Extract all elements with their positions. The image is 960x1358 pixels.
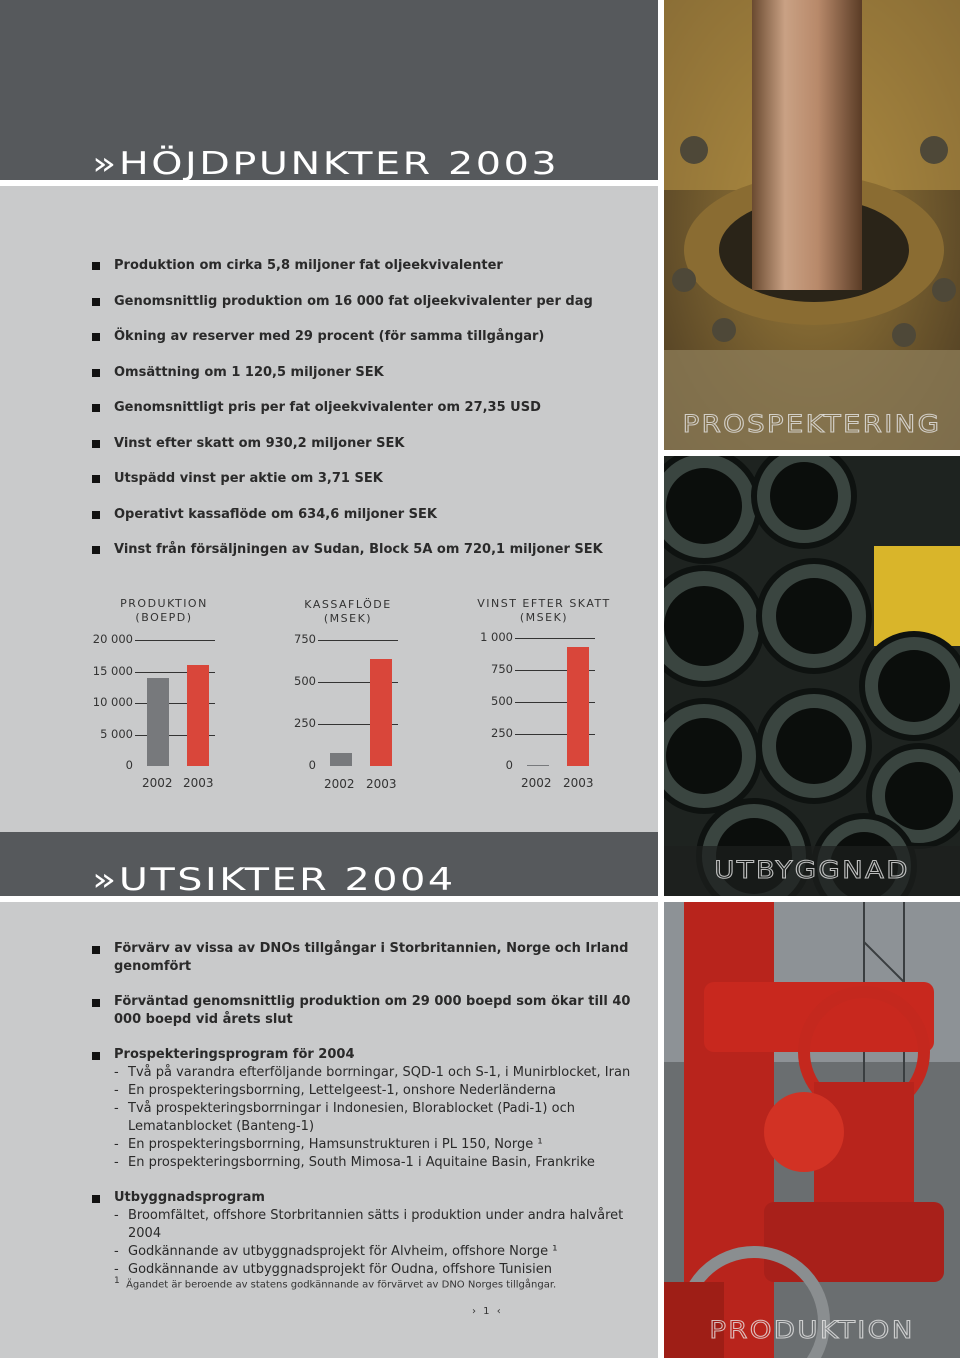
y-tick-label: 1 000 (480, 630, 513, 644)
y-tick-label: 250 (491, 726, 513, 740)
list-item: Utbyggnadsprogram - Broomfältet, offshore Storbritannien sätts i produktion under andra halvåret 2004 - Godkännande av utbyggnadsprojekt för Alvheim, offshore Norge ¹ - Godkännande av utbyggnadsprojekt för Oudna, offshore Tunisien (92, 1189, 652, 1279)
bullet-square-icon (92, 511, 100, 519)
photo-label: PROSPEKTERING (682, 410, 942, 438)
drilling-image (664, 0, 960, 450)
x-tick-label: 2003 (563, 776, 594, 790)
list-item: Vinst efter skatt om 930,2 miljoner SEK (92, 434, 642, 470)
y-tick-label: 5 000 (100, 726, 133, 741)
sub-item: - En prospekteringsborrning, Lettelgeest-1, onshore Nederländerna (114, 1083, 556, 1098)
gridline (135, 640, 215, 641)
outlook-list (92, 940, 652, 1296)
x-tick-label: 2002 (521, 776, 552, 790)
list-item: Produktion om cirka 5,8 miljoner fat oljeekvivalenter (92, 256, 642, 292)
outlook-title: »UTSIKTER 2004 (92, 862, 456, 898)
y-tick-label: 0 (308, 758, 316, 772)
chart-title (100, 597, 228, 625)
list-item: Omsättning om 1 120,5 miljoner SEK (92, 363, 642, 399)
bar-2002 (527, 765, 549, 766)
y-tick-label: 20 000 (92, 632, 133, 646)
bullet-square-icon (92, 475, 100, 483)
y-tick-label: 15 000 (92, 663, 133, 678)
page-number: › 1 ‹ (472, 1306, 503, 1317)
pipes-image (664, 456, 960, 896)
chart-title (280, 598, 416, 626)
highlights-list (92, 256, 642, 576)
bar-2002 (330, 753, 352, 766)
y-tick-label: 750 (491, 662, 513, 676)
list-item: Vinst från försäljningen av Sudan, Block 5A om 720,1 miljoner SEK (92, 540, 642, 576)
chart-subtitle: (BOEPD) (135, 611, 193, 624)
y-tick-label: 0 (505, 758, 513, 772)
list-item: Operativt kassaflöde om 634,6 miljoner SEK (92, 505, 642, 541)
valves-photo (664, 902, 960, 1358)
x-tick-label: 2003 (183, 776, 214, 790)
bullet-square-icon (92, 333, 100, 341)
list-item: Genomsnittligt pris per fat oljeekvivalenter om 27,35 USD (92, 398, 642, 434)
x-tick-label: 2002 (324, 777, 355, 791)
bullet-square-icon (92, 404, 100, 412)
bullet-square-icon (92, 298, 100, 306)
bullet-square-icon (92, 999, 100, 1007)
sub-item: - En prospekteringsborrning, Hamsunstrukturen i PL 150, Norge ¹ (114, 1137, 543, 1152)
sub-item: - Broomfältet, offshore Storbritannien sätts i produktion under andra halvåret 2004 (114, 1208, 624, 1241)
list-item: Prospekteringsprogram för 2004 - Två på varandra efterföljande borrningar, SQD-1 och S-1, i Munirblocket, Iran - En prospekteringsborrning, Lettelgeest-1, onshore Nederländerna - Två prospekteringsborrningar i Indonesien, Blorablocket (Padi-1) och Lematanblocket (Banteng-1) - En prospekteringsborrning, Hamsunstrukturen i PL 150, Norge ¹ - En prospekteringsborrning, South Mimosa-1 i Aquitaine Basin, Frankrike (92, 1046, 652, 1172)
list-item: Ökning av reserver med 29 procent (för samma tillgångar) (92, 327, 642, 363)
y-tick-label: 500 (491, 694, 513, 708)
bullet-square-icon (92, 546, 100, 554)
y-tick-label: 250 (294, 716, 316, 730)
sub-item: - En prospekteringsborrning, South Mimosa-1 i Aquitaine Basin, Frankrike (114, 1155, 595, 1170)
sub-item: - Godkännande av utbyggnadsprojekt för Alvheim, offshore Norge ¹ (114, 1244, 558, 1259)
highlights-title: »HÖJDPUNKTER 2003 (92, 146, 560, 182)
pipes-photo (664, 456, 960, 896)
gridline (318, 640, 398, 641)
bullet-square-icon (92, 440, 100, 448)
bullet-square-icon (92, 262, 100, 270)
y-tick-label: 10 000 (92, 695, 133, 709)
x-tick-label: 2003 (366, 777, 397, 791)
drilling-photo (664, 0, 960, 450)
list-item: Förvärv av vissa av DNOs tillgångar i Storbritannien, Norge och Irland genomfört (92, 940, 652, 976)
chart-title-text: PRODUKTION (120, 597, 208, 610)
list-item: Genomsnittlig produktion om 16 000 fat oljeekvivalenter per dag (92, 292, 642, 328)
chart-title (462, 597, 626, 625)
photo-label: PRODUKTION (709, 1316, 915, 1344)
bullet-square-icon (92, 1052, 100, 1060)
y-tick-label: 0 (125, 758, 133, 772)
bar-2003 (187, 665, 209, 766)
chart-subtitle: (MSEK) (323, 612, 373, 625)
bullet-square-icon (92, 369, 100, 377)
bullet-square-icon (92, 946, 100, 954)
photo-label: UTBYGGNAD (714, 856, 910, 884)
footnote: $^1$ Ägandet är beroende av statens godkännande av förvärvet av DNO Norges tillgångar. (114, 1276, 557, 1291)
sub-item: - Godkännande av utbyggnadsprojekt för Oudna, offshore Tunisien (114, 1262, 552, 1277)
bullet-square-icon (92, 1195, 100, 1203)
bar-2003 (567, 647, 589, 766)
valves-image (664, 902, 960, 1358)
list-item: Utspädd vinst per aktie om 3,71 SEK (92, 469, 642, 505)
list-item: Förväntad genomsnittlig produktion om 29 000 boepd som ökar till 40 000 boepd vid årets slut (92, 993, 652, 1029)
sub-item: - Två prospekteringsborrningar i Indonesien, Blorablocket (Padi-1) och Lematanblocket (Banteng-1) (114, 1101, 575, 1134)
chart-title-text: VINST EFTER SKATT (477, 597, 611, 610)
y-tick-label: 750 (294, 632, 316, 646)
y-tick-label: 500 (294, 674, 316, 688)
x-tick-label: 2002 (142, 776, 173, 790)
bar-2002 (147, 678, 169, 766)
chart-subtitle: (MSEK) (519, 611, 569, 624)
gridline (515, 638, 595, 639)
bar-2003 (370, 659, 392, 766)
sub-item: - Två på varandra efterföljande borrningar, SQD-1 och S-1, i Munirblocket, Iran (114, 1065, 631, 1080)
chart-title-text: KASSAFLÖDE (304, 598, 392, 611)
